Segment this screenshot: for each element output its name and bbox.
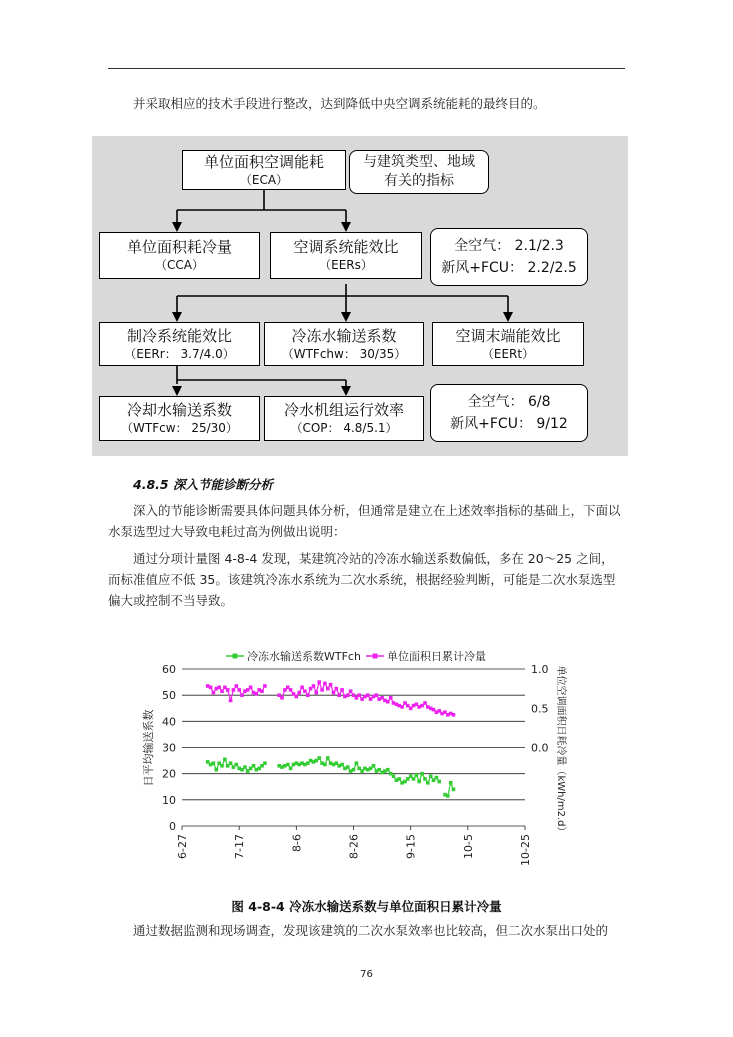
- data-point: [337, 693, 341, 697]
- eerr-title: 制冷系统能效比: [126, 326, 232, 345]
- data-point: [300, 686, 304, 690]
- building-type-note: [349, 150, 489, 194]
- x-tick-label: 7-17: [233, 834, 247, 859]
- data-point: [426, 781, 430, 785]
- data-point: [232, 688, 236, 692]
- data-point: [317, 680, 321, 684]
- data-point: [249, 686, 253, 690]
- cca-box: [99, 232, 260, 279]
- data-point: [226, 688, 230, 692]
- data-point: [349, 689, 353, 693]
- data-point: [386, 700, 390, 704]
- data-point: [372, 764, 376, 768]
- legend-marker-cooling: [373, 654, 378, 659]
- building-type-note-line1: 与建筑类型、地域: [363, 154, 475, 170]
- data-point: [323, 682, 327, 686]
- data-point: [240, 693, 244, 697]
- data-point: [312, 684, 316, 688]
- data-point: [389, 696, 393, 700]
- data-point: [452, 788, 456, 792]
- data-point: [212, 691, 216, 695]
- data-point: [255, 692, 259, 696]
- data-point: [289, 767, 293, 771]
- data-point: [329, 683, 333, 687]
- data-point: [346, 765, 350, 769]
- eca-title: 单位面积空调能耗: [203, 152, 324, 171]
- wtfcw-sub: （WTFcw： 25/30）: [121, 421, 238, 435]
- data-point: [415, 773, 419, 777]
- right-tick-label: 0.0: [531, 741, 549, 755]
- data-point: [435, 776, 439, 780]
- cop-sub: （COP： 4.8/5.1）: [290, 421, 398, 435]
- eerr-sub: （EERr： 3.7/4.0）: [124, 346, 235, 361]
- data-point: [212, 761, 216, 765]
- intro-line: 并采取相应的技术手段进行整改，达到降低中央空调系统能耗的最终目的。: [133, 96, 546, 111]
- wtfchw-title: 冷冻水输送系数: [291, 326, 397, 345]
- data-point: [452, 713, 456, 717]
- data-point: [357, 693, 361, 697]
- data-point: [335, 687, 339, 691]
- eca-box: [182, 150, 346, 190]
- data-point: [366, 693, 370, 697]
- chart-series: [206, 680, 455, 797]
- eers-target-line1: 全空气： 2.1/2.3: [454, 238, 564, 254]
- data-point: [423, 777, 427, 781]
- data-point: [215, 768, 219, 772]
- x-tick-label: 6-27: [176, 834, 189, 859]
- page-number: 76: [360, 969, 373, 980]
- data-point: [397, 777, 401, 781]
- paragraph-3: 通过数据监测和现场调查，发现该建筑的二次水泵效率也比较高，但二次水泵出口处的: [133, 923, 609, 938]
- left-tick-label: 40: [162, 715, 176, 729]
- wtfcw-title: 冷却水输送系数: [126, 401, 232, 419]
- left-tick-label: 10: [162, 793, 176, 807]
- data-point: [263, 684, 267, 688]
- data-point: [429, 775, 433, 779]
- data-point: [280, 696, 284, 700]
- data-point: [217, 686, 221, 690]
- paragraph-2: 通过分项计量图 4-8-4 发现，某建筑冷站的冷冻水输送系数偏低，多在 20～25 之间，而标准值应不低 35。该建筑冷冻水系统为二次水系统，根据经验判断，可能是二次水泵选型偏大或控制不当导致。: [108, 551, 616, 608]
- eers-target-note: [430, 228, 588, 286]
- eers-target-line2: 新风+FCU： 2.2/2.5: [441, 260, 577, 276]
- data-point: [400, 705, 404, 709]
- data-point: [243, 765, 247, 769]
- data-point: [297, 691, 301, 695]
- cop-title: 冷水机组运行效率: [283, 401, 404, 419]
- efficiency-indicator-diagram: [92, 136, 628, 456]
- wtfcw-box: [99, 396, 260, 441]
- eert-sub: （EERt）: [481, 346, 535, 361]
- x-tick-label: 10-5: [461, 834, 475, 859]
- data-point: [340, 688, 344, 692]
- data-point: [375, 693, 379, 697]
- x-tick-label: 8-6: [290, 834, 304, 852]
- wtf-cooling-chart: [130, 636, 566, 886]
- data-point: [223, 758, 227, 762]
- data-point: [446, 794, 450, 798]
- data-point: [326, 687, 330, 691]
- series-wtfch: [206, 756, 455, 798]
- series-cooling: [206, 680, 455, 716]
- data-point: [263, 761, 267, 765]
- legend-label-cooling: 单位面积日累计冷量: [387, 650, 486, 663]
- data-point: [386, 768, 390, 772]
- data-point: [326, 756, 330, 760]
- data-point: [289, 688, 293, 692]
- data-point: [260, 689, 264, 693]
- eers-title: 空调系统能效比: [293, 238, 399, 256]
- cop-target-note: [430, 384, 588, 442]
- data-point: [352, 768, 356, 772]
- header-rule: [108, 68, 625, 69]
- data-point: [355, 761, 359, 765]
- data-point: [237, 688, 241, 692]
- paragraph-1: 深入的节能诊断需要具体问题具体分析，但通常是建立在上述效率指标的基础上，下面以水泵选型过大导致电耗过高为例做出说明：: [108, 503, 621, 539]
- chart-axes: [182, 826, 525, 830]
- data-point: [412, 777, 416, 781]
- left-tick-label: 20: [162, 767, 176, 781]
- series-line: [279, 682, 453, 715]
- data-point: [340, 763, 344, 767]
- data-point: [220, 764, 224, 768]
- wtfchw-sub: （WTFchw： 30/35）: [281, 346, 407, 361]
- section-heading: 4.8.5 深入节能诊断分析: [133, 477, 273, 492]
- wtfchw-box: [264, 322, 424, 366]
- eers-sub: （EERs）: [319, 258, 373, 272]
- data-point: [209, 686, 213, 690]
- data-point: [392, 775, 396, 779]
- data-point: [315, 691, 319, 695]
- data-point: [423, 701, 427, 705]
- left-tick-label: 0: [169, 820, 176, 833]
- x-tick-label: 10-25: [519, 834, 532, 866]
- left-tick-label: 50: [162, 689, 176, 703]
- data-point: [323, 763, 327, 767]
- chart-grid: [182, 669, 525, 826]
- data-point: [346, 693, 350, 697]
- data-point: [235, 684, 239, 688]
- data-point: [295, 695, 299, 699]
- data-point: [306, 693, 310, 697]
- left-tick-label: 60: [162, 663, 176, 676]
- right-tick-label: 0.5: [531, 702, 549, 716]
- cca-sub: （CCA）: [155, 258, 204, 272]
- right-tick-label: 1.0: [531, 663, 549, 676]
- eca-sub: （ECA）: [239, 172, 289, 187]
- legend-marker-wtfch: [233, 654, 238, 659]
- data-point: [220, 689, 224, 693]
- cop-box: [264, 396, 424, 441]
- data-point: [320, 688, 324, 692]
- data-point: [229, 761, 233, 765]
- data-point: [235, 763, 239, 767]
- cop-target-line1: 全空气： 6/8: [467, 394, 551, 410]
- left-tick-label: 30: [162, 741, 176, 755]
- eerr-box: [99, 322, 260, 366]
- x-tick-label: 9-15: [404, 834, 418, 859]
- left-axis-title: 日平均输送系数: [142, 709, 155, 787]
- eers-box: [270, 232, 422, 279]
- data-point: [317, 756, 321, 760]
- right-axis-title: 单位空调面积日耗冷量（kWh/m2.d）: [555, 665, 566, 837]
- data-point: [229, 699, 233, 703]
- data-point: [437, 780, 441, 784]
- cop-target-line2: 新风+FCU： 9/12: [450, 416, 568, 432]
- data-point: [252, 764, 256, 768]
- data-point: [420, 772, 424, 776]
- figure-caption: 图 4-8-4 冷冻水输送系数与单位面积日累计冷量: [231, 899, 502, 914]
- x-tick-label: 8-26: [347, 834, 361, 859]
- eert-title: 空调末端能效比: [455, 326, 561, 345]
- legend-label-wtfch: 冷冻水输送系数WTFch: [247, 650, 361, 663]
- data-point: [332, 691, 336, 695]
- data-point: [286, 763, 290, 767]
- cca-title: 单位面积耗冷量: [126, 238, 232, 256]
- data-point: [417, 780, 421, 784]
- eert-box: [432, 322, 584, 366]
- legend: [226, 649, 486, 663]
- data-point: [449, 781, 453, 785]
- building-type-note-line2: 有关的指标: [384, 173, 454, 189]
- data-point: [303, 689, 307, 693]
